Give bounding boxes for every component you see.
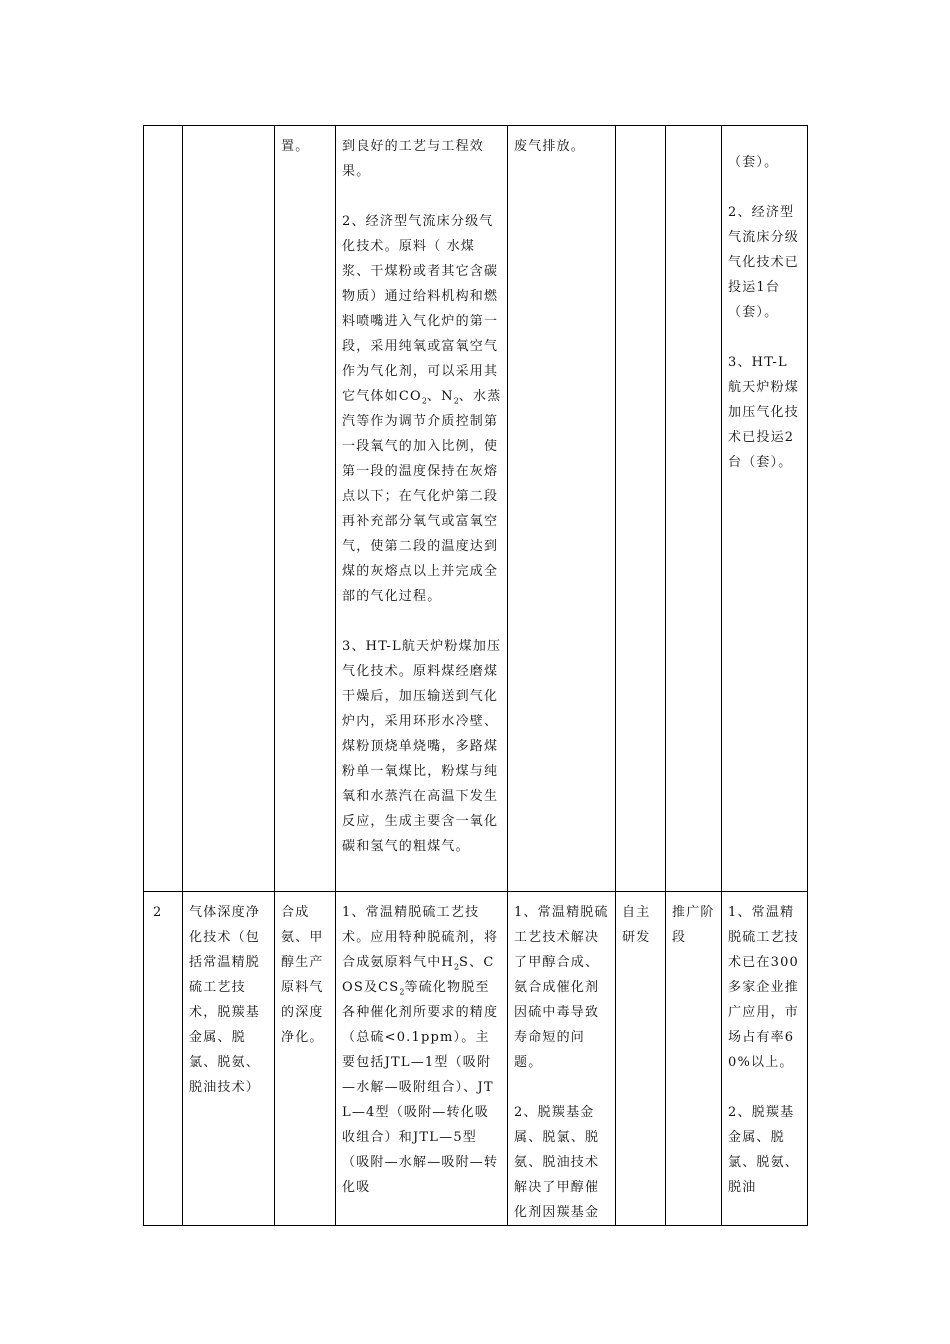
- status-para-2: 2、脱羰基金属、脱氯、脱氨、脱油: [728, 1105, 800, 1195]
- status-para-0: （套）。: [728, 155, 779, 170]
- problem-para-1: 1、常温精脱硫工艺技术解决了甲醇合成、氨合成催化剂因硫中毒导致寿命短的问题。: [514, 905, 609, 1070]
- cell-technology-name: 气体深度净化技术（包括常温精脱硫工艺技术，脱羰基金属、脱氯、脱氨、脱油技术）: [183, 892, 275, 1226]
- cell-application-status: [722, 892, 808, 1226]
- cell-problem-solved: 废气排放。: [508, 126, 616, 892]
- cell-stage: 推广阶段: [666, 892, 722, 1226]
- cell-index: [144, 126, 183, 892]
- cell-source: [616, 126, 666, 892]
- description-para-2: 3、HT-L航天炉粉煤加压气化技术。原料煤经磨煤干燥后，加压输送到气化炉内，采用环形水冷壁、煤粉顶烧单烧嘴，多路煤粉单一氧煤比，粉煤与纯氧和水蒸汽在高温下发生反应，生成主要含一氧化碳和氢气的粗煤气。: [342, 639, 502, 854]
- table-row: [144, 126, 808, 892]
- cell-stage: [666, 126, 722, 892]
- cell-description: [336, 892, 508, 1226]
- cell-index: 2: [144, 892, 183, 1226]
- status-para-1: 1、常温精脱硫工艺技术已在300多家企业推广应用，市场占有率60%以上。: [728, 905, 800, 1070]
- cell-application: 合成氨、甲醇生产原料气的深度净化。: [275, 892, 336, 1226]
- description-para-1: 2、经济型气流床分级气化技术。原料（ 水煤浆、干煤粉或者其它含碳物质）通过给料机构和燃料喷嘴进入气化炉的第一段，采用纯氧或富氧空气作为气化剂，可以采用其它气体如$CO_2$、$N_2$、水蒸汽等作为调节介质控制第一段氧气的加入比例，使第一段的温度保持在灰熔点以下；在气化炉第二段再补充部分氧气或富氧空气，使第二段的温度达到煤的灰熔点以上并完成全部的气化过程。: [342, 214, 502, 604]
- description-para-0: 1、常温精脱硫工艺技术。应用特种脱硫剂，将合成氨原料气中$H_2S$、COS及$CS_2$等硫化物脱至各种催化剂所要求的精度（总硫<0.1ppm）。主要包括JTL—1型（吸附—水解—吸附组合）、JTL—4型（吸附—转化吸收组合）和JTL—5型（吸附—水解—吸附—转化吸: [342, 905, 499, 1195]
- cell-technology-name: [183, 126, 275, 892]
- cell-application-status: [722, 126, 808, 892]
- cell-source: 自主研发: [616, 892, 666, 1226]
- cell-description: [336, 126, 508, 892]
- status-para-1: 2、经济型气流床分级气化技术已投运1台（套）。: [728, 205, 800, 320]
- status-para-2: 3、HT-L航天炉粉煤加压气化技术已投运2台（套）。: [728, 355, 800, 470]
- technology-table: [143, 125, 808, 1226]
- cell-problem-solved: [508, 892, 616, 1226]
- description-para-0: 到良好的工艺与工程效果。: [342, 139, 485, 179]
- table-row: [144, 892, 808, 1226]
- cell-application: 置。: [275, 126, 336, 892]
- problem-para-2: 2、脱羰基金属、脱氯、脱氨、脱油技术解决了甲醇催化剂因羰基金: [514, 1105, 600, 1220]
